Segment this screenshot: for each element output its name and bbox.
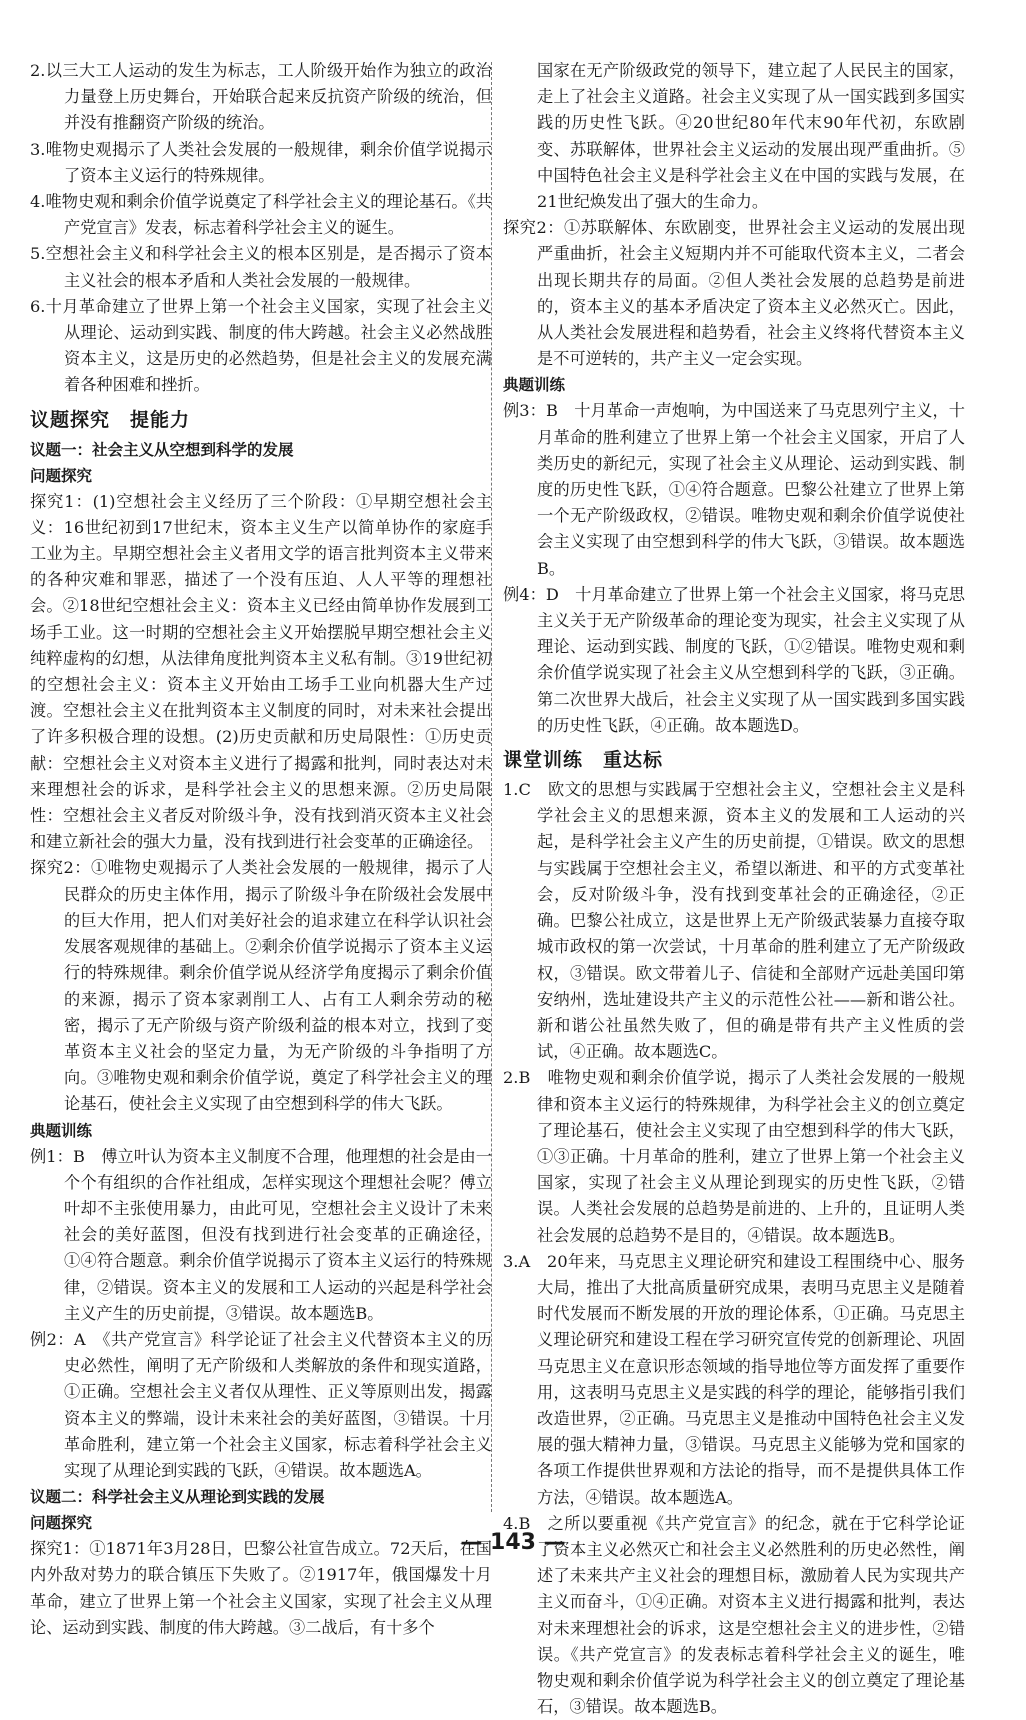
explore-3: 探究1：①1871年3月28日，巴黎公社宣告成立。72天后，在国内外敌对势力的联合镇压下失败了。②1917年，俄国爆发十月革命，建立了世界上第一个社会主义国家，实现了社会主义从理论、运动到实践、制度的伟大跨越。③二战后，有十多个 xyxy=(30,1539,492,1637)
example-1: 例1：B 傅立叶认为资本主义制度不合理，他理想的社会是由一个个有组织的合作社组成，怎样实现这个理想社会呢？傅立叶却不主张使用暴力，由此可见，空想社会主义设计了未来社会的美好蓝图，但没有找到进行社会变革的正确途径，①④符合题意。剩余价值学说揭示了资本主义运行的特殊规律，②错误。资本主义的发展和工人运动的兴起是科学社会主义产生的历史前提，③错误。故本题选B。 xyxy=(30,1146,492,1323)
summary-item-6: 6.十月革命建立了世界上第一个社会主义国家，实现了社会主义从理论、运动到实践、制度的伟大跨越。社会主义必然战胜资本主义，这是历史的必然趋势，但是社会主义的发展充满着各种困难和挫折。 xyxy=(30,296,492,395)
dianti-label-2: 典题训练 xyxy=(503,376,566,395)
summary-item-2: 2.以三大工人运动的发生为标志，工人阶级开始作为独立的政治力量登上历史舞台，开始联合起来反抗资产阶级的统治，但并没有推翻资产阶级的统治。 xyxy=(30,61,492,133)
example-2: 例2：A 《共产党宣言》科学论证了社会主义代替资本主义的历史必然性，阐明了无产阶级和人类解放的条件和现实道路，①正确。空想社会主义者仅从理性、正义等原则出发，揭露资本主义的弊端，设计未来社会的美好蓝图，③错误。十月革命胜利，建立第一个社会主义国家，标志着科学社会主义实现了从理论到实践的飞跃，④错误。故本题选A。 xyxy=(30,1329,492,1480)
section-title-class: 课堂训练 重达标 xyxy=(503,749,664,772)
summary-item-5: 5.空想社会主义和科学社会主义的根本区别是，是否揭示了资本主义社会的根本矛盾和人类社会发展的一般规律。 xyxy=(30,244,492,290)
question-4: 4.B 之所以要重视《共产党宣言》的纪念，就在于它科学论证了资本主义必然灭亡和社会主义必然胜利的历史必然性，阐述了未来共产主义社会的理想目标，激励着人民为实现共产主义而奋斗，①④正确。对资本主义进行揭露和批判，表达对未来理想社会的诉求，这是空想社会主义的进步性，②错误。《共产党宣言》的发表标志着科学社会主义的诞生，唯物史观和剩余价值学说为科学社会主义的创立奠定了理论基石，③错误。故本题选B。 xyxy=(503,1513,965,1717)
summary-item-3: 3.唯物史观揭示了人类社会发展的一般规律，剩余价值学说揭示了资本主义运行的特殊规律。 xyxy=(30,139,492,185)
dianti-label: 典题训练 xyxy=(30,1121,93,1140)
section-title-explore: 议题探究 提能力 xyxy=(30,408,191,431)
example-3: 例3：B 十月革命一声炮响，为中国送来了马克思列宁主义，十月革命的胜利建立了世界上第一个社会主义国家，开启了人类历史的新纪元，实现了社会主义从理论、运动到实践、制度的历史性飞跃，①④符合题意。巴黎公社建立了世界上第一个无产阶级政权，②错误。唯物史观和剩余价值学说使社会主义实现了由空想到科学的伟大飞跃，③错误。故本题选B。 xyxy=(503,401,965,578)
topic-1-title: 议题一：社会主义从空想到科学的发展 xyxy=(30,440,294,459)
explore-2: 探究2：①唯物史观揭示了人类社会发展的一般规律，揭示了人民群众的历史主体作用，揭示了阶级斗争在阶级社会发展中的巨大作用，把人们对美好社会的追求建立在科学认识社会发展客观规律的基础上。②剩余价值学说揭示了资本主义运行的特殊规律。剩余价值学说从经济学角度揭示了剩余价值的来源，揭示了资本家剥削工人、占有工人剩余劳动的秘密，揭示了无产阶级与资产阶级利益的根本对立，找到了变革资本主义社会的坚定力量，为无产阶级的斗争指明了方向。③唯物史观和剩余价值学说，奠定了科学社会主义的理论基石，使社会主义实现了由空想到科学的伟大飞跃。 xyxy=(30,858,492,1114)
question-1: 1.C 欧文的思想与实践属于空想社会主义，空想社会主义是科学社会主义的思想来源，资本主义的发展和工人运动的兴起，是科学社会主义产生的历史前提，①错误。欧文的思想与实践属于空想社会主义，希望以渐进、和平的方式变革社会，反对阶级斗争，没有找到变革社会的正确途径，②正确。巴黎公社成立，这是世界上无产阶级武装暴力直接夺取城市政权的第一次尝试，十月革命的胜利建立了无产阶级政权，③错误。欧文带着儿子、信徒和全部财产远赴美国印第安纳州，选址建设共产主义的示范性公社——新和谐公社。新和谐公社虽然失败了，但的确是带有共产主义性质的尝试，④正确。故本题选C。 xyxy=(503,780,965,1062)
page-number: — 143 — xyxy=(460,1530,566,1555)
column-divider xyxy=(491,62,492,1512)
question-2: 2.B 唯物史观和剩余价值学说，揭示了人类社会发展的一般规律和资本主义运行的特殊规律，为科学社会主义的创立奠定了理论基石，使社会主义实现了由空想到科学的伟大飞跃，①③正确。十月革命的胜利，建立了世界上第一个社会主义国家，实现了社会主义从理论到现实的历史性飞跃，②错误。人类社会发展的总趋势是前进的、上升的，且证明人类社会发展的总趋势不是目的，④错误。故本题选B。 xyxy=(503,1068,965,1245)
explore-1-continued: 国家在无产阶级政党的领导下，建立起了人民民主的国家，走上了社会主义道路。社会主义实现了从一国实践到多国实践的历史性飞跃。④20世纪80年代末90年代初，东欧剧变、苏联解体，世界社会主义运动的发展出现严重曲折。⑤中国特色社会主义是科学社会主义在中国的实践与发展，在21世纪焕发出了强大的生命力。 xyxy=(537,61,965,212)
question-3: 3.A 20年来，马克思主义理论研究和建设工程围绕中心、服务大局，推出了大批高质量研究成果，表明马克思主义是随着时代发展而不断发展的开放的理论体系，①正确。马克思主义理论研究和建设工程在学习研究宣传党的创新理论、巩固马克思主义在意识形态领域的指导地位等方面发挥了重要作用，这表明马克思主义是实践的科学的理论，能够指引我们改造世界，②正确。马克思主义是推动中国特色社会主义发展的强大精神力量，③错误。马克思主义能够为党和国家的各项工作提供世界观和方法论的指导，而不是提供具体工作方法，④错误。故本题选A。 xyxy=(503,1251,965,1507)
wenti-label: 问题探究 xyxy=(30,466,93,485)
topic-2-title: 议题二：科学社会主义从理论到实践的发展 xyxy=(30,1488,325,1507)
right-column xyxy=(503,58,965,1720)
example-4: 例4：D 十月革命建立了世界上第一个社会主义国家，将马克思主义关于无产阶级革命的理论变为现实，社会主义实现了从理论、运动到实践、制度的飞跃，①②错误。唯物史观和剩余价值学说实现了社会主义从空想到科学的飞跃，③正确。第二次世界大战后，社会主义实现了从一国实践到多国实践的历史性飞跃，④正确。故本题选D。 xyxy=(503,584,965,735)
wenti-label-2: 问题探究 xyxy=(30,1514,93,1533)
summary-item-4: 4.唯物史观和剩余价值学说奠定了科学社会主义的理论基石。《共产党宣言》发表，标志着科学社会主义的诞生。 xyxy=(30,192,492,238)
explore-2-b: 探究2：①苏联解体、东欧剧变，世界社会主义运动的发展出现严重曲折，社会主义短期内并不可能取代资本主义，二者会出现长期共存的局面。②但人类社会发展的总趋势是前进的，资本主义的基本矛盾决定了资本主义必然灭亡。因此，从人类社会发展进程和趋势看，社会主义终将代替资本主义是不可逆转的，共产主义一定会实现。 xyxy=(503,218,965,369)
left-column xyxy=(30,58,492,1641)
explore-1: 探究1：(1)空想社会主义经历了三个阶段：①早期空想社会主义：16世纪初到17世纪末，资本主义生产以简单协作的家庭手工业为主。早期空想社会主义者用文学的语言批判资本主义带来的各种灾难和罪恶，描述了一个没有压迫、人人平等的理想社会。②18世纪空想社会主义：资本主义已经由简单协作发展到工场手工业。这一时期的空想社会主义开始摆脱早期空想社会主义纯粹虚构的幻想，从法律角度批判资本主义私有制。③19世纪初的空想社会主义：资本主义开始由工场手工业向机器大生产过渡。空想社会主义在批判资本主义制度的同时，对未来社会提出了许多积极合理的设想。(2)历史贡献和历史局限性：①历史贡献：空想社会主义对资本主义进行了揭露和批判，同时表达对未来理想社会的诉求，是科学社会主义的思想来源。②历史局限性：空想社会主义者反对阶级斗争，没有找到消灭资本主义社会和建立新社会的强大力量，没有找到进行社会变革的正确途径。 xyxy=(30,491,492,852)
